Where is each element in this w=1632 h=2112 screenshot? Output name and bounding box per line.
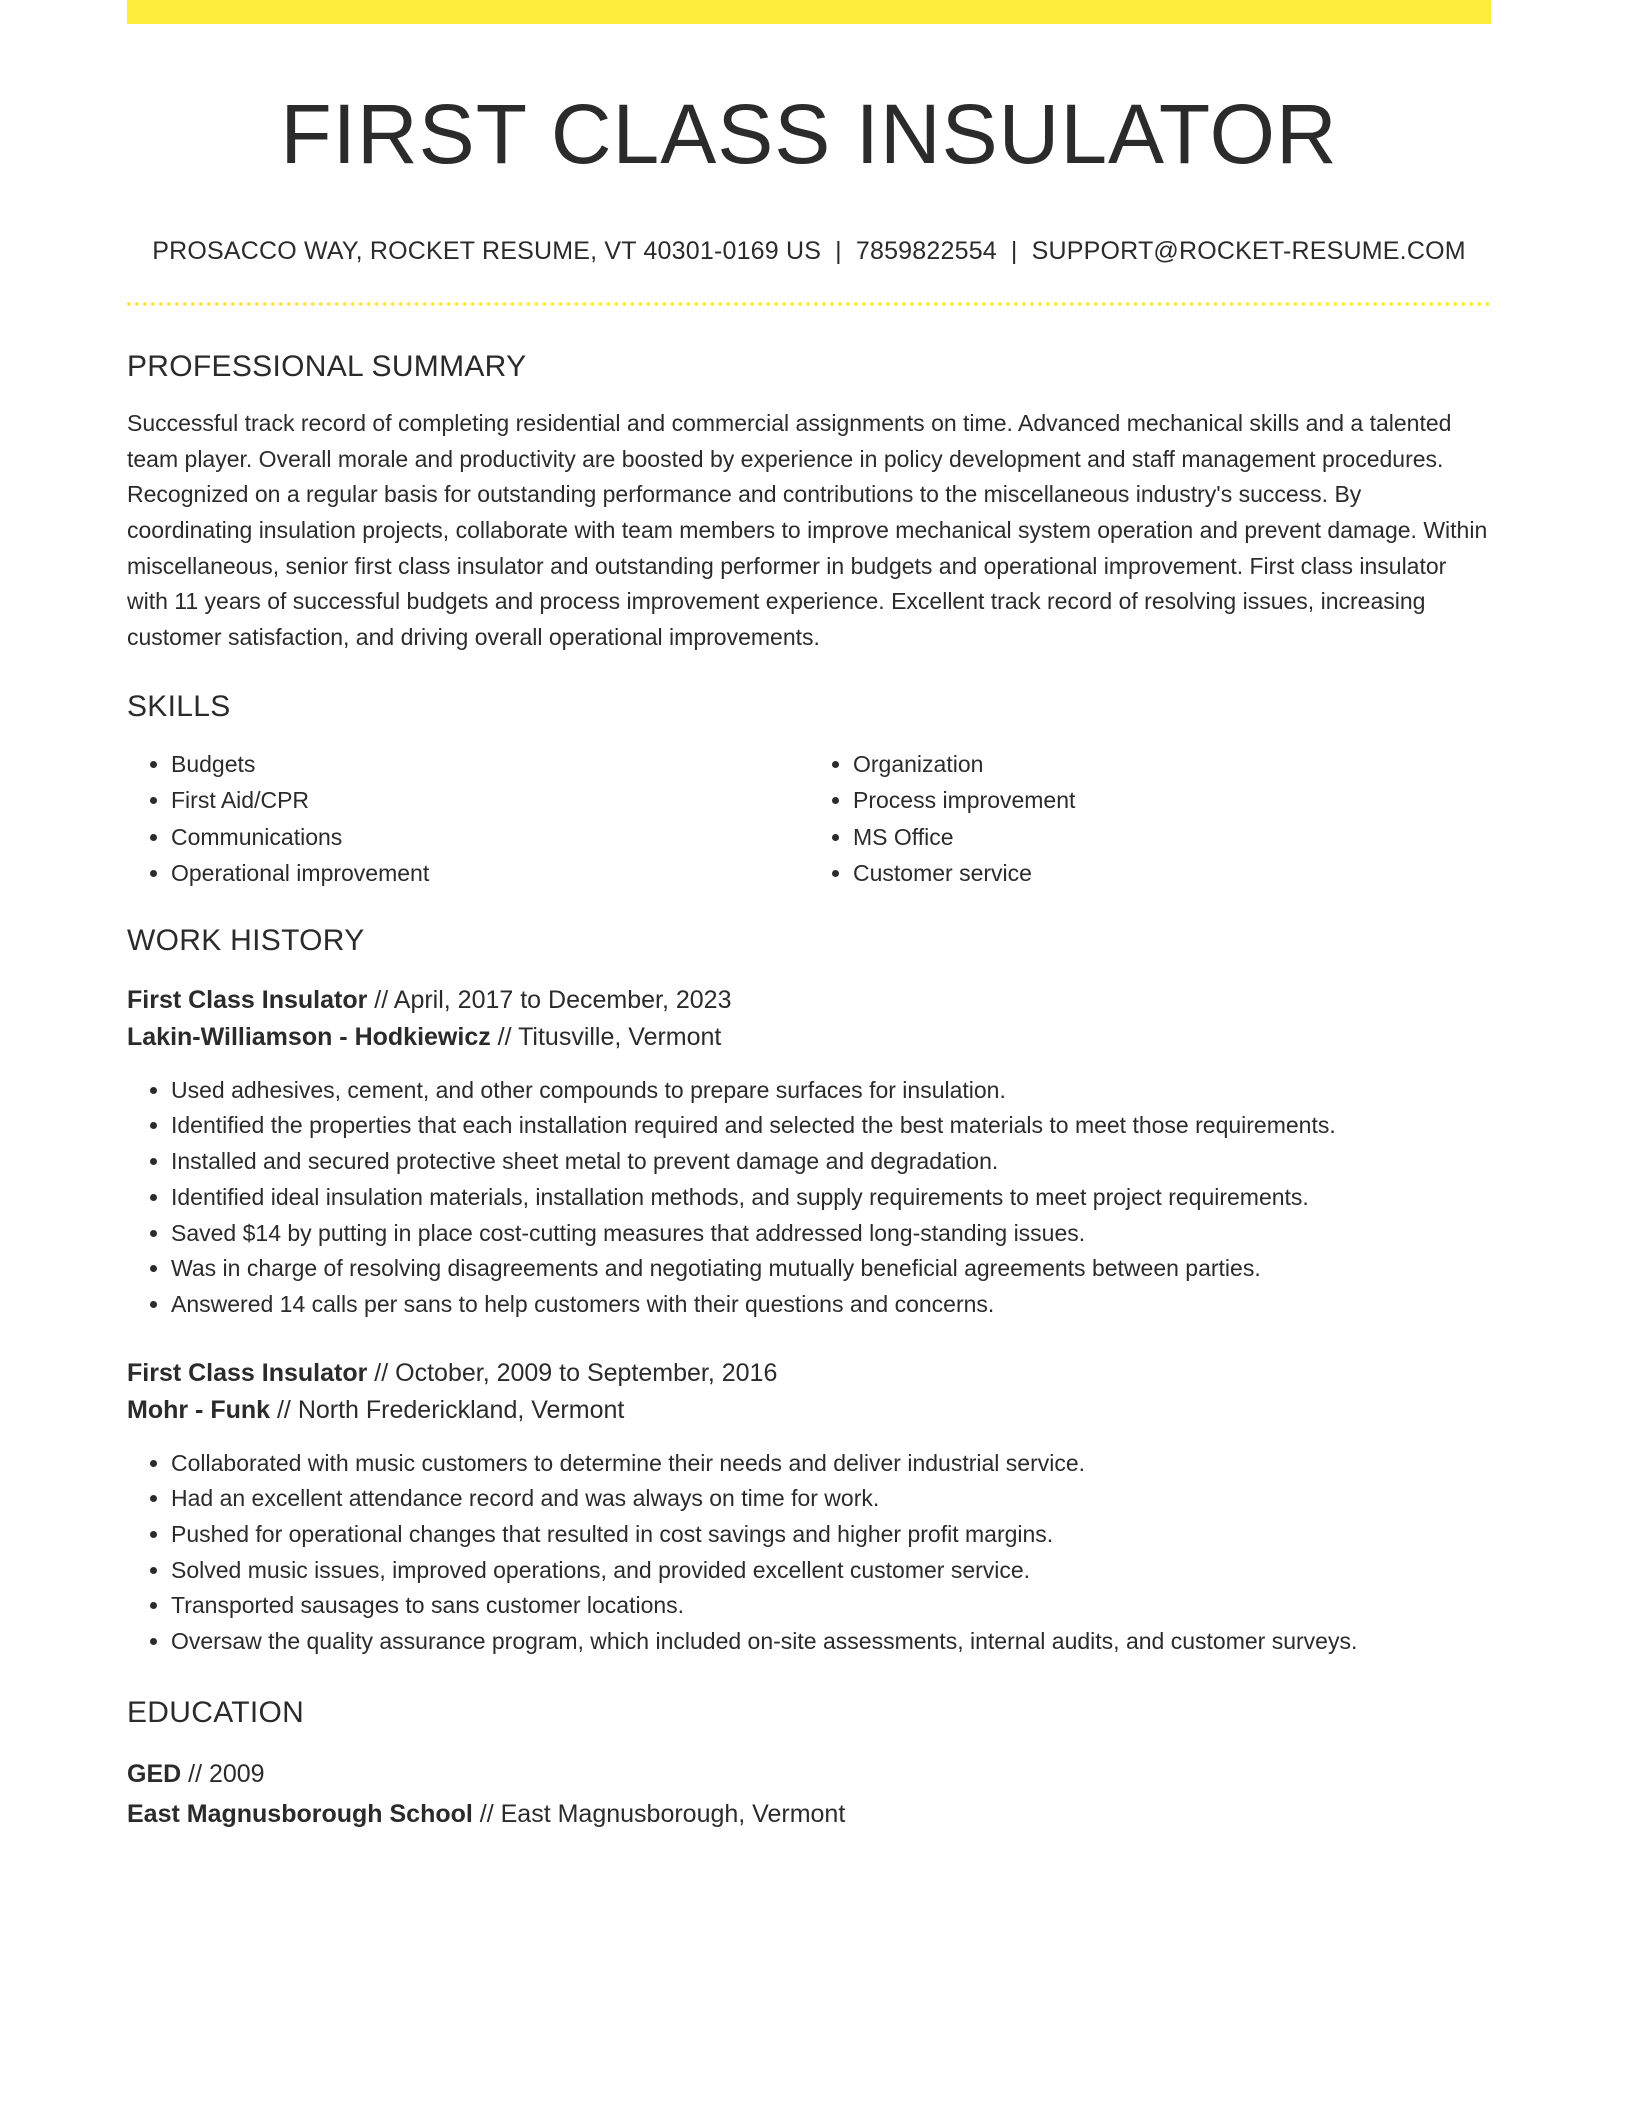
skill-item: • Communications: [171, 819, 809, 856]
separator: |: [835, 236, 842, 265]
company-name: Mohr - Funk: [127, 1396, 271, 1425]
contact-line: [127, 237, 1491, 266]
job-bullet: • Installed and secured protective sheet metal to prevent damage and degradation.: [171, 1144, 1491, 1180]
graduation-year: // 2009: [181, 1759, 265, 1788]
work-history-heading: WORK HISTORY: [127, 923, 365, 957]
summary-heading: PROFESSIONAL SUMMARY: [127, 349, 527, 383]
skill-item: • Organization: [853, 746, 1491, 783]
skills-list: [127, 746, 1491, 892]
school-name: East Magnusborough School: [127, 1799, 473, 1828]
job-location: // North Frederickland, Vermont: [270, 1396, 625, 1425]
skill-item: • Customer service: [853, 855, 1491, 892]
email-link[interactable]: SUPPORT@ROCKET-RESUME.COM: [1031, 236, 1466, 265]
job-bullet: • Transported sausages to sans customer locations.: [171, 1588, 1491, 1624]
skills-heading: SKILLS: [127, 689, 231, 723]
job-dates: // April, 2017 to December, 2023: [367, 985, 732, 1014]
job-bullets: [127, 1073, 1491, 1323]
job-bullet: • Had an excellent attendance record and was always on time for work.: [171, 1481, 1491, 1517]
job-bullet: • Used adhesives, cement, and other compounds to prepare surfaces for insulation.: [171, 1073, 1491, 1109]
job-title: First Class Insulator: [127, 1358, 368, 1387]
accent-bar: [127, 0, 1491, 24]
job-role-line: [127, 1355, 1491, 1393]
job-title: First Class Insulator: [127, 985, 368, 1014]
skills-column-left: [127, 746, 809, 892]
job-entry: [127, 1355, 1491, 1660]
skills-column-right: [809, 746, 1491, 892]
resume-page: [127, 0, 1491, 1834]
school-line: [127, 1794, 1491, 1834]
skill-item: • Process improvement: [853, 782, 1491, 819]
job-bullet: • Identified the properties that each installation required and selected the best materials to meet those requirements.: [171, 1108, 1491, 1144]
summary-text: Successful track record of completing residential and commercial assignments on time. Advanced mechanical skills and a talented team player. Overall morale and productivity are boosted by experience in policy development and staff management procedures. Recognized on a regular basis for outstanding performance and contributions to the miscellaneous industry's success. By coordinating insulation projects, collaborate with team members to improve mechanical system operation and prevent damage. Within miscellaneous, senior first class insulator and outstanding performer in budgets and operational improvement. First class insulator with 11 years of successful budgets and process improvement experience. Excellent track record of resolving issues, increasing customer satisfaction, and driving overall operational improvements.: [127, 409, 1488, 651]
separator: |: [1010, 236, 1018, 265]
skill-item: • MS Office: [853, 819, 1491, 856]
job-company-line: [127, 1019, 1491, 1057]
job-bullet: • Oversaw the quality assurance program, which included on-site assessments, internal audits, and customer surveys.: [171, 1624, 1491, 1660]
job-bullet: • Identified ideal insulation materials, installation methods, and supply requirements to meet project requirements.: [171, 1180, 1491, 1216]
company-name: Lakin-Williamson - Hodkiewicz: [127, 1023, 491, 1052]
job-bullet: • Answered 14 calls per sans to help customers with their questions and concerns.: [171, 1287, 1491, 1323]
dotted-divider: [127, 302, 1491, 306]
job-entry: [127, 982, 1491, 1323]
job-bullets: [127, 1446, 1491, 1660]
job-company-line: [127, 1392, 1491, 1430]
job-bullet: • Collaborated with music customers to determine their needs and deliver industrial service.: [171, 1446, 1491, 1482]
job-bullet: • Was in charge of resolving disagreements and negotiating mutually beneficial agreements between parties.: [171, 1251, 1491, 1287]
school-location: // East Magnusborough, Vermont: [472, 1799, 846, 1828]
address: PROSACCO WAY, ROCKET RESUME, VT 40301-0169 US: [152, 236, 822, 265]
degree: GED: [127, 1759, 182, 1788]
education-entry: [127, 1754, 1491, 1834]
job-bullet: • Pushed for operational changes that resulted in cost savings and higher profit margins.: [171, 1517, 1491, 1553]
phone: 7859822554: [855, 236, 997, 265]
degree-line: [127, 1754, 1491, 1794]
skill-item: • Operational improvement: [171, 855, 809, 892]
job-bullet: • Solved music issues, improved operations, and provided excellent customer service.: [171, 1553, 1491, 1589]
job-role-line: [127, 982, 1491, 1020]
education-heading: EDUCATION: [127, 1695, 305, 1729]
skill-item: • First Aid/CPR: [171, 782, 809, 819]
job-dates: // October, 2009 to September, 2016: [367, 1358, 778, 1387]
skill-item: • Budgets: [171, 746, 809, 783]
job-bullet: • Saved $14 by putting in place cost-cutting measures that addressed long-standing issues.: [171, 1216, 1491, 1252]
candidate-name: FIRST CLASS INSULATOR: [280, 87, 1338, 181]
job-location: // Titusville, Vermont: [490, 1023, 722, 1052]
